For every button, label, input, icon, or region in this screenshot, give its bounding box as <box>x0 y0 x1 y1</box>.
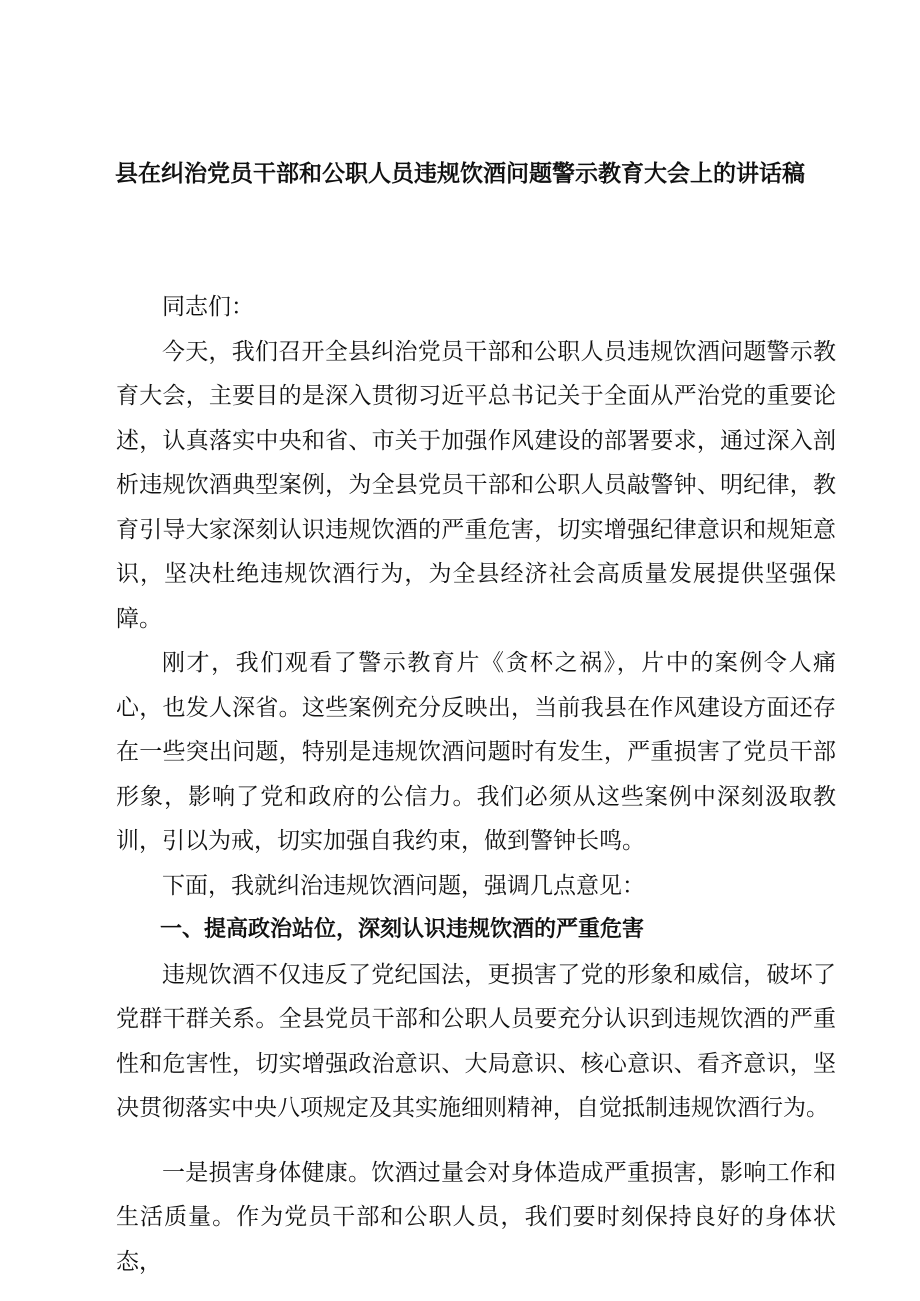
paragraph-warning-film: 刚才，我们观看了警示教育片《贪杯之祸》，片中的案例令人痛心，也发人深省。这些案例充分反映出，当前我县在作风建设方面还存在一些突出问题，特别是违规饮酒问题时有发生，严重损害了党员干部形象，影响了党和政府的公信力。我们必须从这些案例中深刻汲取教训，引以为戒，切实加强自我约束，做到警钟长鸣。 <box>116 650 836 854</box>
paragraph-transition: 下面，我就纠治违规饮酒问题，强调几点意见： <box>162 872 645 899</box>
document-body <box>116 285 836 1284</box>
paragraph-point-1: 一是损害身体健康。饮酒过量会对身体造成严重损害，影响工作和生活质量。作为党员干部和公职人员，我们要时刻保持良好的身体状态， <box>116 1159 836 1275</box>
paragraph-section-1: 违规饮酒不仅违反了党纪国法，更损害了党的形象和威信，破坏了党群干群关系。全县党员干部和公职人员要充分认识到违规饮酒的严重性和危害性，切实增强政治意识、大局意识、核心意识、看齐意识，坚决贯彻落实中央八项规定及其实施细则精神，自觉抵制违规饮酒行为。 <box>116 961 836 1121</box>
paragraph-opening: 今天，我们召开全县纠治党员干部和公职人员违规饮酒问题警示教育大会，主要目的是深入贯彻习近平总书记关于全面从严治党的重要论述，认真落实中央和省、市关于加强作风建设的部署要求，通过深入剖析违规饮酒典型案例，为全县党员干部和公职人员敲警钟、明纪律，教育引导大家深刻认识违规饮酒的严重危害，切实增强纪律意识和规矩意识，坚决杜绝违规饮酒行为，为全县经济社会高质量发展提供坚强保障。 <box>116 338 836 632</box>
salutation: 同志们： <box>162 294 254 320</box>
section-heading-1: 一、提高政治站位，深刻认识违规饮酒的严重危害 <box>160 917 645 942</box>
document-title: 县在纠治党员干部和公职人员违规饮酒问题警示教育大会上的讲话稿 <box>115 161 805 187</box>
